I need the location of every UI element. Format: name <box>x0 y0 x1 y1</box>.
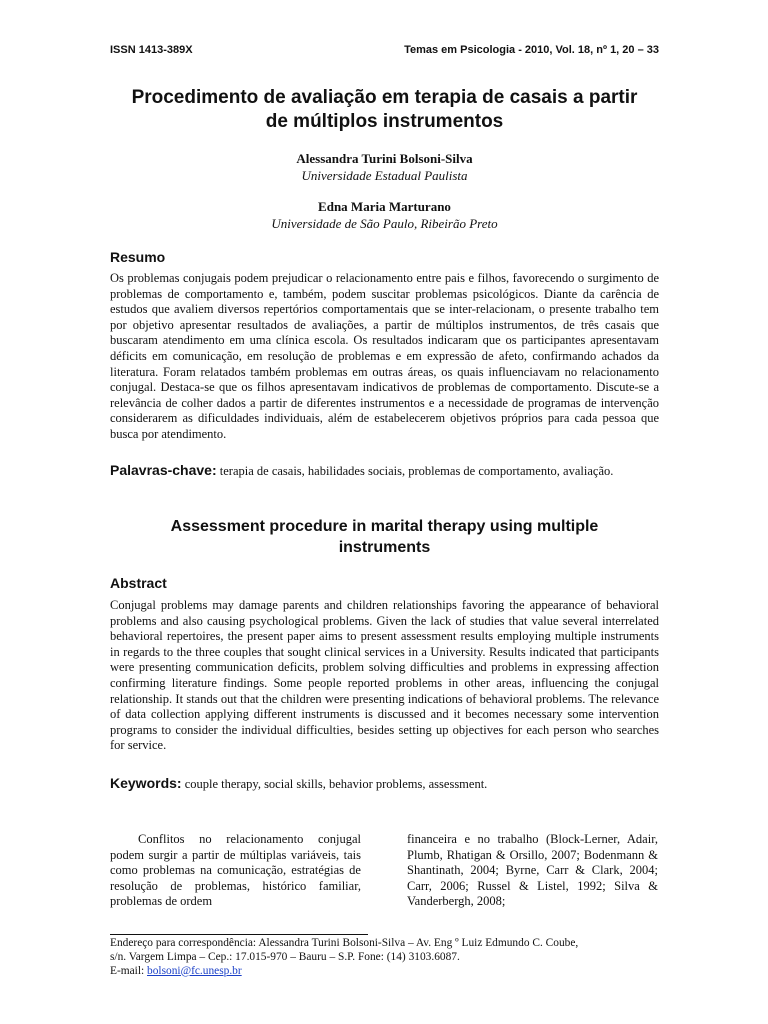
author-name: Edna Maria Marturano <box>318 199 451 214</box>
abstract-text: Conjugal problems may damage parents and children relationships favoring the appearance of behavioral problems and also causing psychological problems. Given the lack of studies that value several interrelated behavioral repertoires, the present paper aims to present assessment results employing multiple instruments in regards to the three couples that sought clinical services in a University. Results indicated that participants were presenting communication deficits, problem solving difficulties and problems in expressing affection confirming literature findings. Some people reported problems in other areas, influencing the conjugal relationship. It stands out that the children were presenting indications of behavioral problems. The relevance of data collection applying different instruments is discussed and it becomes necessary some intervention programs to consider the individual difficulties, besides setting up objectives for each person who searches for service. <box>110 598 659 753</box>
resumo-heading: Resumo <box>110 249 166 265</box>
journal-citation: Temas em Psicologia - 2010, Vol. 18, nº 1, 20 – 33 <box>404 44 659 56</box>
footnote-address-line-2: s/n. Vargem Limpa – Cep.: 17.015-970 – Bauru – S.P. Fone: (14) 3103.6087. <box>110 950 460 963</box>
author-1 <box>110 150 659 184</box>
author-affiliation: Universidade de São Paulo, Ribeirão Preto <box>271 216 498 231</box>
body-column-left: Conflitos no relacionamento conjugal podem surgir a partir de múltiplas variáveis, tais como problemas na comunicação, estratégias de resolução de problemas, histórico familiar, problemas de ordem <box>110 832 361 909</box>
palavras-chave-label: Palavras-chave: <box>110 462 217 478</box>
palavras-chave-text: terapia de casais, habilidades sociais, problemas de comportamento, avaliação. <box>219 464 614 478</box>
keywords <box>110 776 659 793</box>
author-affiliation: Universidade Estadual Paulista <box>301 168 468 183</box>
author-2 <box>110 198 659 232</box>
email-link[interactable]: bolsoni@fc.unesp.br <box>147 964 242 977</box>
keywords-label: Keywords: <box>110 775 182 791</box>
body-column-right: financeira e no trabalho (Block-Lerner, Adair, Plumb, Rhatigan & Orsillo, 2007; Bodenmann & Shantinath, 2004; Byrne, Carr & Clark, 2004; Carr, 2006; Russel & Listel, 1992; Silva & Vanderbergh, 2008; <box>407 832 658 909</box>
english-title: Assessment procedure in marital therapy using multiple instruments <box>170 518 599 556</box>
footnote <box>110 937 659 978</box>
palavras-chave <box>110 463 659 480</box>
issn: ISSN 1413-389X <box>110 44 193 56</box>
running-header <box>110 44 659 56</box>
article-title: Procedimento de avaliação em terapia de casais a partir de múltiplos instrumentos <box>131 87 638 132</box>
abstract-heading: Abstract <box>110 575 167 591</box>
resumo-text: Os problemas conjugais podem prejudicar o relacionamento entre pais e filhos, favorecendo o surgimento de problemas de comportamento e, também, podem suscitar problemas psicológicos. Diante da carência de estudos que avaliem diversos repertórios comportamentais que se inter-relacionam, o presente trabalho tem por objetivo apresentar resultados de avaliações, a partir de múltiplos instrumentos, de três casais que buscaram atendimento em uma clínica escola. Os resultados indicaram que os participantes apresentavam déficits em comunicação, em resolução de problemas e em expressão de afeto, confirmando achados da literatura. Foram relatados também problemas em outras áreas, os quais influenciavam no relacionamento conjugal. Destaca-se que os filhos apresentavam indicativos de problemas de comportamento. Discute-se a relevância de colher dados a partir de diferentes instrumentos e a necessidade de programas de intervenção considerarem as dificuldades individuais, além de estabelecerem objetivos próprios para cada pessoa que busca por atendimento. <box>110 271 659 441</box>
keywords-text: couple therapy, social skills, behavior problems, assessment. <box>184 777 488 791</box>
footnote-address-line-1: Endereço para correspondência: Alessandra Turini Bolsoni-Silva – Av. Eng º Luiz Edmundo C. Coube, <box>110 937 579 949</box>
author-name: Alessandra Turini Bolsoni-Silva <box>296 151 473 166</box>
footnote-email-line <box>110 965 659 979</box>
email-label: E-mail: <box>110 964 145 977</box>
footnote-divider <box>110 934 368 935</box>
